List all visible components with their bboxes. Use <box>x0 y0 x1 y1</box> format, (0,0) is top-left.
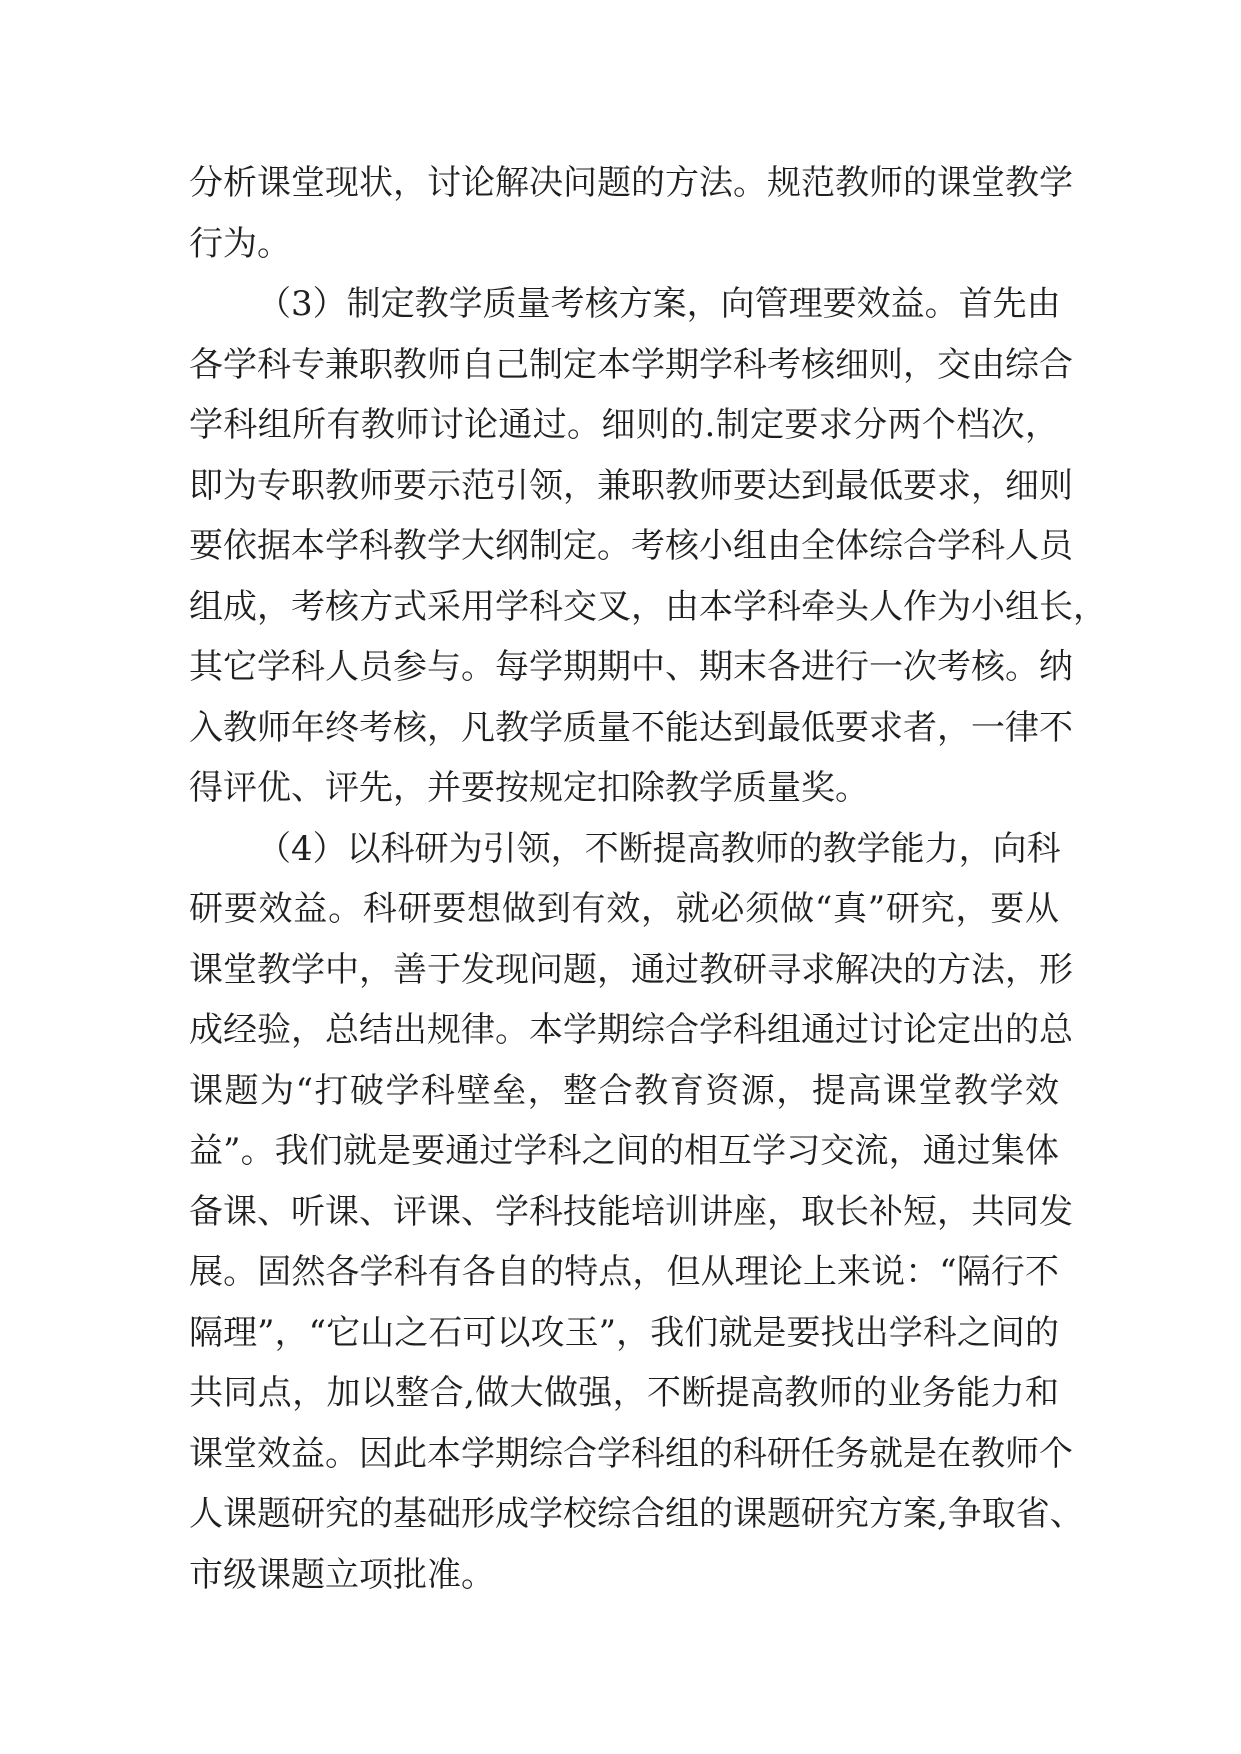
text-line: 组成，考核方式采用学科交叉，由本学科牵头人作为小组长， <box>189 586 1107 627</box>
text-line: 得评优、评先，并要按规定扣除教学质量奖。 <box>189 768 869 808</box>
text-line: 市级课题立项批准。 <box>189 1554 495 1595</box>
text-line: 分析课堂现状，讨论解决问题的方法。规范教师的课堂教学 <box>189 163 1073 203</box>
text-line: 课堂效益。因此本学期综合学科组的科研任务就是在教师个 <box>189 1433 1073 1474</box>
text-line: 展。固然各学科有各自的特点，但从理论上来说：“隔行不 <box>189 1252 1059 1292</box>
text-line: 其它学科人员参与。每学期期中、期末各进行一次考核。纳 <box>189 647 1073 687</box>
text-line: 益”。我们就是要通过学科之间的相互学习交流，通过集体 <box>189 1131 1059 1171</box>
text-line: 成经验，总结出规律。本学期综合学科组通过讨论定出的总 <box>189 1010 1073 1050</box>
text-line: 课题为“打破学科壁垒，整合教育资源，提高课堂教学效 <box>189 1070 1059 1111</box>
text-line: 共同点，加以整合,做大做强，不断提高教师的业务能力和 <box>189 1373 1059 1413</box>
text-line: 各学科专兼职教师自己制定本学期学科考核细则，交由综合 <box>189 344 1073 385</box>
paragraph-3-heading-line: （3）制定教学质量考核方案，向管理要效益。首先由 <box>257 284 1061 324</box>
text-line: 学科组所有教师讨论通过。细则的.制定要求分两个档次， <box>189 405 1059 445</box>
text-line: 入教师年终考核，凡教学质量不能达到最低要求者，一律不 <box>189 707 1073 748</box>
text-line: 人课题研究的基础形成学校综合组的课题研究方案,争取省、 <box>189 1494 1084 1534</box>
text-line: 要依据本学科教学大纲制定。考核小组由全体综合学科人员 <box>189 526 1073 566</box>
body-text <box>189 153 1107 1605</box>
text-line: 行为。 <box>189 223 291 264</box>
text-line: 研要效益。科研要想做到有效，就必须做“真”研究，要从 <box>189 889 1059 929</box>
text-line: 即为专职教师要示范引领，兼职教师要达到最低要求，细则 <box>189 465 1073 506</box>
text-line: 课堂教学中，善于发现问题，通过教研寻求解决的方法，形 <box>189 949 1073 990</box>
paragraph-4-heading-line: （4）以科研为引领，不断提高教师的教学能力，向科 <box>257 828 1061 869</box>
text-line: 隔理”，“它山之石可以攻玉”，我们就是要找出学科之间的 <box>189 1312 1059 1353</box>
text-line: 备课、听课、评课、学科技能培训讲座，取长补短，共同发 <box>189 1191 1073 1232</box>
